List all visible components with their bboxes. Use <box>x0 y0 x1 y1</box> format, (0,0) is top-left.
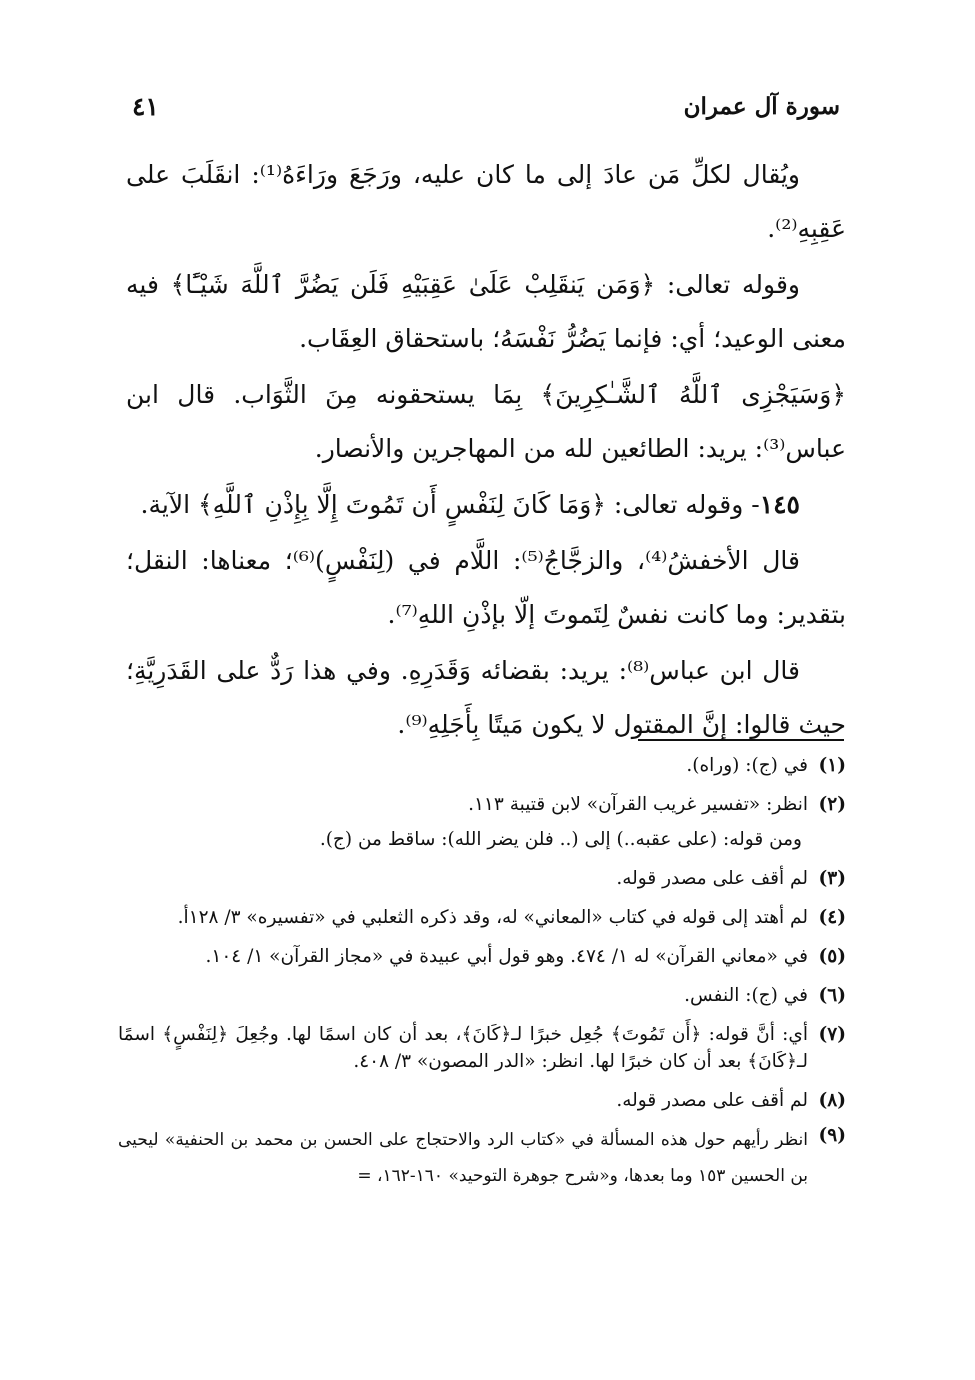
footnote <box>118 943 846 970</box>
footnote <box>118 982 846 1009</box>
page-number: ٤١ <box>132 91 159 121</box>
paragraph: ﴿وَسَيَجْزِى ٱللَّهُ ٱلشَّـٰكِرِينَ﴾ بِمَا يستحقونه مِنَ الثَّوَاب. قال ابن عباس⁽³⁾: يريد: الطائعين لله من المهاجرين والأنصار. <box>126 380 846 463</box>
footnote <box>118 1087 846 1114</box>
paragraph-verse-145 <box>126 478 846 532</box>
paragraph-text: - وقوله تعالى: ﴿وَمَا كَانَ لِنَفْسٍ أَن تَمُوتَ إِلَّا بِإِذْنِ ٱللَّهِ﴾ الآية. <box>140 490 760 519</box>
page-header <box>132 86 840 126</box>
verse-number: ١٤٥ <box>759 490 800 519</box>
footnote-number: (٨) <box>818 1090 846 1111</box>
footnote-text: في «معاني القرآن» له ١/ ٤٧٤. وهو قول أبي عبيدة في «مجاز القرآن» ١/ ١٠٤. <box>205 946 808 967</box>
footnote-divider <box>638 739 844 741</box>
footnote <box>118 1122 846 1194</box>
footnote-number: (٣) <box>818 868 846 889</box>
paragraph: قال الأخفشُ⁽⁴⁾، والزجَّاجُ⁽⁵⁾: اللَّام في (لِنَفْسٍ)⁽⁶⁾؛ معناها: النقل؛ بتقدير: وما كانت نفسٌ لِتَموتَ إلّا بإذْنِ اللهِ⁽⁷⁾. <box>126 546 846 629</box>
footnote-number: (١) <box>818 755 846 776</box>
footnote-number: (٥) <box>818 946 846 967</box>
footnote-number: (٩) <box>818 1125 846 1146</box>
footnote <box>118 752 846 779</box>
footnote-text: أي: أنَّ قوله: ﴿أَن تَمُوتَ﴾ جُعِل خبرًا لـ﴿كَانَ﴾، بعد أن كان اسمًا لها. وجُعِلَ ﴿لِنَفْسٍ﴾ اسمًا لـ﴿كَانَ﴾ بعد أن كان خبرًا لها. انظر: «الدر المصون» ٣/ ٤٠٨. <box>118 1024 808 1072</box>
footnote <box>118 865 846 892</box>
footnote-number: (٦) <box>818 985 846 1006</box>
footnote-number: (٤) <box>818 907 846 928</box>
footnotes <box>118 752 846 1206</box>
footnote-continuation: ومن قوله: (على عقبه..) إلى (.. فلن يضر الله): ساقط من (ج). <box>319 829 802 850</box>
main-text <box>126 148 846 754</box>
footnote-number: (٢) <box>818 794 846 815</box>
footnote-text: في (ج): النفس. <box>684 985 808 1006</box>
paragraph: وقوله تعالى: ﴿وَمَن يَنقَلِبْ عَلَىٰ عَقِبَيْهِ فَلَن يَضُرَّ ٱللَّهَ شَيْـًٔا﴾ فيه معنى الوعيد؛ أي: فإنما يَضُرُّ نَفْسَهُ؛ باستحقاق العِقَاب. <box>126 270 846 353</box>
paragraph: ويُقال لكلِّ مَن عادَ إلى ما كان عليه، ورَجَعَ ورَاءَهُ⁽¹⁾: انقَلَبَ على عَقِبِهِ⁽²⁾. <box>126 160 846 243</box>
paragraph: قال ابن عباس⁽⁸⁾: يريد: بقضائه وَقَدَرِهِ. وفي هذا رَدٌّ على القَدَرِيَّةِ؛ حيث قالوا: إنَّ المقتول لا يكون مَيتًا بِأَجَلِهِ⁽⁹⁾. <box>126 656 846 739</box>
footnote <box>118 904 846 931</box>
footnote-text: انظر رأيهم حول هذه المسألة في «كتاب الرد والاحتجاج على الحسن بن محمد بن الحنفية» ليحيى بن الحسين ١٥٣ وما بعدها، و«شرح جوهرة التوحيد» ١٦٠-١٦٢، = <box>118 1130 808 1186</box>
footnote-text: لم أهتد إلى قوله في كتاب «المعاني» له، وقد ذكره الثعلبي في «تفسيره» ٣/ ١٢٨أ. <box>177 907 808 928</box>
footnote <box>118 791 846 818</box>
surah-title: سورة آل عمران <box>683 92 840 120</box>
footnote-number: (٧) <box>818 1024 846 1045</box>
footnote <box>118 1021 846 1075</box>
footnote-text: في (ج): (وراه). <box>686 755 808 776</box>
footnote-text: لم أقف على مصدر قوله. <box>616 1090 808 1111</box>
footnote-text: لم أقف على مصدر قوله. <box>616 868 808 889</box>
footnote-text: انظر: «تفسير غريب القرآن» لابن قتيبة ١١٣. <box>468 794 808 815</box>
